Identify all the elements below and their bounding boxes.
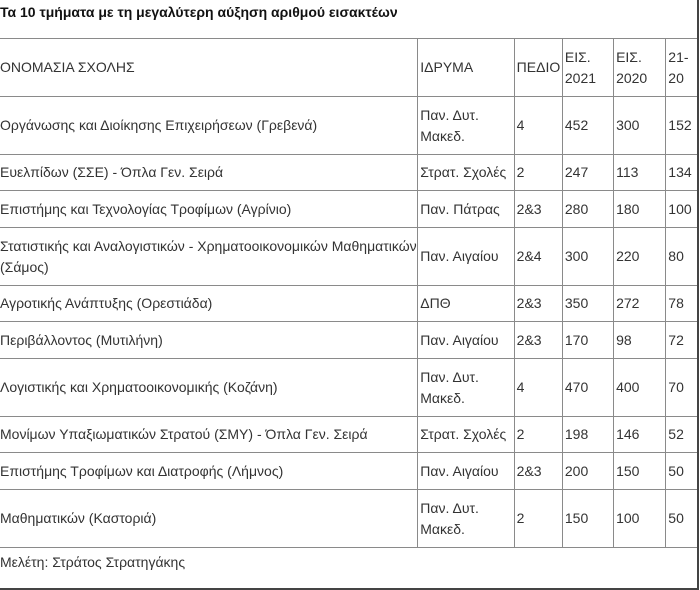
header-institution: ΙΔΡΥΜΑ	[418, 39, 514, 97]
cell-adm2020: 300	[614, 97, 666, 155]
cell-adm2020: 400	[614, 359, 666, 417]
cell-adm2020: 113	[614, 155, 666, 191]
cell-adm2021: 350	[562, 286, 613, 322]
header-diff-l2: 20	[668, 69, 684, 86]
cell-institution: Παν. Πάτρας	[418, 191, 514, 228]
header-adm2021	[562, 39, 613, 97]
header-row	[0, 39, 698, 97]
cell-field: 4	[514, 97, 562, 155]
header-diff	[666, 39, 698, 97]
cell-field: 2&3	[514, 191, 562, 228]
header-adm2021-l1: ΕΙΣ.	[564, 48, 591, 65]
footer-credit: Μελέτη: Στράτος Στρατηγάκης	[0, 548, 698, 590]
cell-adm2020: 98	[614, 322, 666, 359]
cell-field: 4	[514, 359, 562, 417]
table-row	[0, 490, 698, 548]
header-adm2020-l1: ΕΙΣ.	[616, 48, 642, 65]
table-row	[0, 155, 698, 191]
cell-adm2020: 180	[614, 191, 666, 228]
cell-school: Επιστήμης Τροφίμων και Διατροφής (Λήμνος)	[0, 453, 418, 490]
cell-adm2021: 198	[562, 417, 613, 453]
cell-adm2021: 452	[562, 97, 613, 155]
table-row	[0, 97, 698, 155]
cell-diff: 80	[666, 228, 698, 286]
cell-diff: 152	[666, 97, 698, 155]
cell-diff: 70	[666, 359, 698, 417]
cell-adm2020: 220	[614, 228, 666, 286]
header-diff-l1: 21-	[668, 48, 689, 65]
cell-school: Αγροτικής Ανάπτυξης (Ορεστιάδα)	[0, 286, 418, 322]
cell-field: 2&3	[514, 286, 562, 322]
cell-school: Στατιστικής και Αναλογιστικών - Χρηματοοικονομικών Μαθηματικών (Σάμος)	[0, 228, 418, 286]
cell-institution: Παν. Δυτ. Μακεδ.	[418, 359, 514, 417]
table-title: Τα 10 τμήματα με τη μεγαλύτερη αύξηση αριθμού εισακτέων	[0, 0, 698, 39]
footer-row	[0, 548, 698, 590]
header-adm2020	[614, 39, 666, 97]
cell-school: Μαθηματικών (Καστοριά)	[0, 490, 418, 548]
cell-adm2021: 280	[562, 191, 613, 228]
cell-school: Μονίμων Υπαξιωματικών Στρατού (ΣΜΥ) - Όπλα Γεν. Σειρά	[0, 417, 418, 453]
header-adm2021-l2: 2021	[564, 69, 597, 86]
cell-institution: Παν. Δυτ. Μακεδ.	[418, 490, 514, 548]
header-field: ΠΕΔΙΟ	[514, 39, 562, 97]
cell-institution: Παν. Αιγαίου	[418, 322, 514, 359]
cell-diff: 52	[666, 417, 698, 453]
cell-school: Ευελπίδων (ΣΣΕ) - Όπλα Γεν. Σειρά	[0, 155, 418, 191]
cell-adm2021: 300	[562, 228, 613, 286]
cell-adm2020: 100	[614, 490, 666, 548]
cell-adm2021: 150	[562, 490, 613, 548]
cell-adm2021: 247	[562, 155, 613, 191]
cell-school: Οργάνωσης και Διοίκησης Επιχειρήσεων (Γρεβενά)	[0, 97, 418, 155]
header-school: ΟΝΟΜΑΣΙΑ ΣΧΟΛΗΣ	[0, 39, 418, 97]
cell-diff: 134	[666, 155, 698, 191]
cell-adm2020: 150	[614, 453, 666, 490]
cell-school: Επιστήμης και Τεχνολογίας Τροφίμων (Αγρίνιο)	[0, 191, 418, 228]
cell-adm2021: 200	[562, 453, 613, 490]
cell-school: Λογιστικής και Χρηματοοικονομικής (Κοζάνη)	[0, 359, 418, 417]
table-row	[0, 417, 698, 453]
header-adm2020-l2: 2020	[616, 69, 648, 86]
cell-institution: Στρατ. Σχολές	[418, 417, 514, 453]
cell-diff: 100	[666, 191, 698, 228]
cell-institution: Στρατ. Σχολές	[418, 155, 514, 191]
table-row	[0, 322, 698, 359]
cell-adm2021: 470	[562, 359, 613, 417]
cell-field: 2	[514, 155, 562, 191]
cell-adm2020: 146	[614, 417, 666, 453]
cell-field: 2&3	[514, 322, 562, 359]
cell-adm2020: 272	[614, 286, 666, 322]
cell-field: 2	[514, 490, 562, 548]
cell-institution: Παν. Αιγαίου	[418, 228, 514, 286]
table-row	[0, 228, 698, 286]
cell-adm2021: 170	[562, 322, 613, 359]
table-row	[0, 359, 698, 417]
table-row	[0, 453, 698, 490]
cell-diff: 72	[666, 322, 698, 359]
cell-diff: 50	[666, 453, 698, 490]
cell-institution: ΔΠΘ	[418, 286, 514, 322]
cell-field: 2	[514, 417, 562, 453]
cell-diff: 50	[666, 490, 698, 548]
cell-institution: Παν. Δυτ. Μακεδ.	[418, 97, 514, 155]
table-row	[0, 191, 698, 228]
cell-diff: 78	[666, 286, 698, 322]
table-row	[0, 286, 698, 322]
cell-institution: Παν. Αιγαίου	[418, 453, 514, 490]
table-title-row	[0, 0, 698, 39]
cell-school: Περιβάλλοντος (Μυτιλήνη)	[0, 322, 418, 359]
cell-field: 2&3	[514, 453, 562, 490]
cell-field: 2&4	[514, 228, 562, 286]
